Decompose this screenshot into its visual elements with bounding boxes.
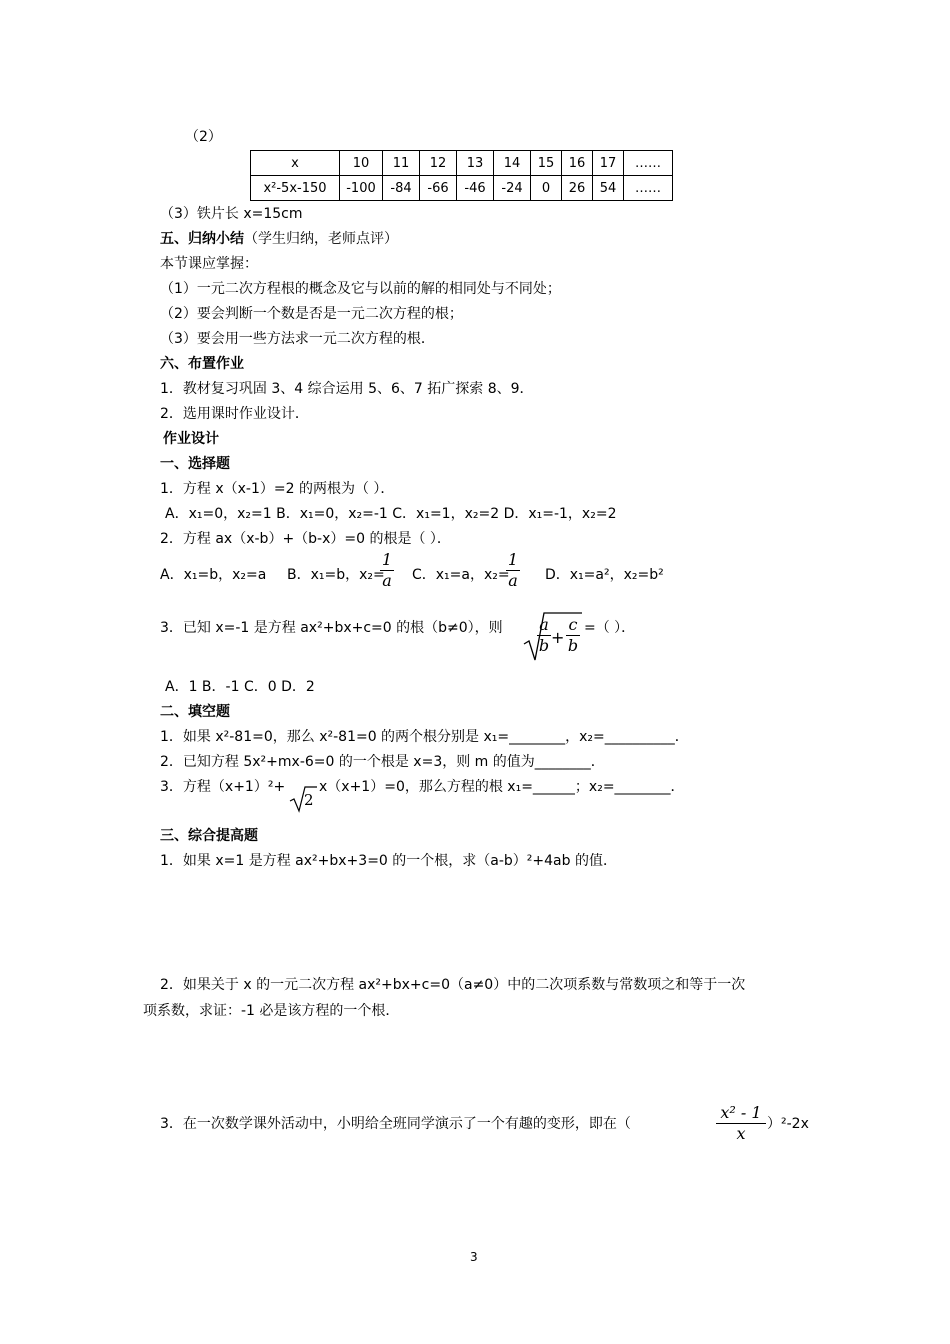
fraction-numerator: 1 [381,550,393,569]
fill-question-3-part-b: x（x+1）=0，那么方程的根 x₁=______；x₂=________． [319,779,685,795]
comprehensive-question-2-line-2: 项系数，求证：-1 必是该方程的一个根． [143,1003,400,1019]
choice-question-1-options: A．x₁=0，x₂=1 B．x₁=0，x₂=-1 C．x₁=1，x₂=2 D．x₁=-1，x₂=2 [165,506,617,522]
option-2c: C．x₁=a，x₂= [412,567,510,583]
section-5-title: 五、归纳小结 [160,231,244,247]
table-cell: 26 [562,176,593,201]
choice-question-3: 3．已知 x=-1 是方程 ax²+bx+c=0 的根（b≠0），则 [160,620,503,636]
item-2-label: （2） [185,129,222,145]
radicand-2: 2 [304,791,314,809]
table-cell: -66 [420,176,457,201]
table-cell: x²-5x-150 [251,176,340,201]
table-cell: 12 [420,151,457,176]
option-2a: A．x₁=b，x₂=a [160,567,267,583]
fraction-denominator: a [508,571,518,590]
option-2d: D．x₁=a²，x₂=b² [545,567,664,583]
section-6-title: 六、布置作业 [160,356,244,372]
fraction-c-over-b [566,616,580,655]
comprehensive-question-1: 1．如果 x=1 是方程 ax²+bx+3=0 的一个根，求（a-b）²+4ab 的值． [160,853,617,869]
table-cell: 13 [457,151,494,176]
fraction-1-over-a [380,551,394,590]
choice-question-1: 1．方程 x（x-1）=2 的两根为（ ）． [160,481,395,497]
table-cell: -46 [457,176,494,201]
table-cell: 10 [340,151,383,176]
summary-intro: 本节课应掌握： [160,256,258,272]
option-2b: B．x₁=b，x₂= [287,567,385,583]
part-3-title: 三、综合提高题 [160,828,258,844]
table-cell: 11 [383,151,420,176]
fraction-1-over-a [506,551,520,590]
table-row [251,151,673,176]
fraction-x2-minus-1-over-x [716,1104,766,1143]
table-cell: 16 [562,151,593,176]
table-cell: …… [624,176,673,201]
section-5-note: （学生归纳，老师点评） [244,231,398,247]
fraction-denominator: b [567,636,579,655]
table-cell: …… [624,151,673,176]
fill-question-2: 2．已知方程 5x²+mx-6=0 的一个根是 x=3，则 m 的值为________． [160,754,605,770]
homework-1: 1．教材复习巩固 3、4 综合运用 5、6、7 拓广探索 8、9． [160,381,534,397]
part-2-title: 二、填空题 [160,704,230,720]
summary-point-2: （2）要会判断一个数是否是一元二次方程的根； [160,306,463,322]
summary-point-3: （3）要会用一些方法求一元二次方程的根． [160,331,435,347]
fill-question-1: 1．如果 x²-81=0，那么 x²-81=0 的两个根分别是 x₁=________，x₂=__________． [160,729,689,745]
choice-question-2: 2．方程 ax（x-b）+（b-x）=0 的根是（ ）． [160,531,451,547]
value-table [250,150,673,201]
summary-point-1: （1）一元二次方程根的概念及它与以前的解的相同处与不同处； [160,281,561,297]
fraction-numerator: a [539,615,549,634]
table-cell: 14 [494,151,531,176]
fraction-denominator: x [736,1124,746,1143]
comprehensive-question-3-part-b: ）²-2x [767,1116,809,1132]
table-cell: 17 [593,151,624,176]
fraction-a-over-b [537,616,551,655]
choice-question-3-tail: =（ ）． [584,620,636,636]
fraction-denominator: b [538,636,550,655]
table-cell: 0 [531,176,562,201]
table-cell: -84 [383,176,420,201]
comprehensive-question-2-line-1: 2．如果关于 x 的一元二次方程 ax²+bx+c=0（a≠0）中的二次项系数与常数项之和等于一次 [160,977,746,993]
fraction-denominator: a [382,571,392,590]
fraction-numerator: c [568,615,578,634]
item-3-text: （3）铁片长 x=15cm [160,206,303,222]
part-1-title: 一、选择题 [160,456,230,472]
fill-question-3-part-a: 3．方程（x+1）²+ [160,779,286,795]
homework-design-title: 作业设计 [163,431,219,447]
page-number: 3 [470,1250,478,1264]
section-5-heading [160,229,398,249]
fraction-numerator: x² - 1 [720,1103,762,1122]
table-cell: x [251,151,340,176]
table-cell: -24 [494,176,531,201]
fraction-numerator: 1 [507,550,519,569]
table-row [251,176,673,201]
table-cell: 15 [531,151,562,176]
table-cell: -100 [340,176,383,201]
plus-sign: + [551,628,565,647]
table-cell: 54 [593,176,624,201]
comprehensive-question-3-part-a: 3．在一次数学课外活动中，小明给全班同学演示了一个有趣的变形，即在（ [160,1116,631,1132]
homework-2: 2．选用课时作业设计． [160,406,309,422]
choice-question-3-options: A．1 B．-1 C．0 D．2 [165,679,315,695]
